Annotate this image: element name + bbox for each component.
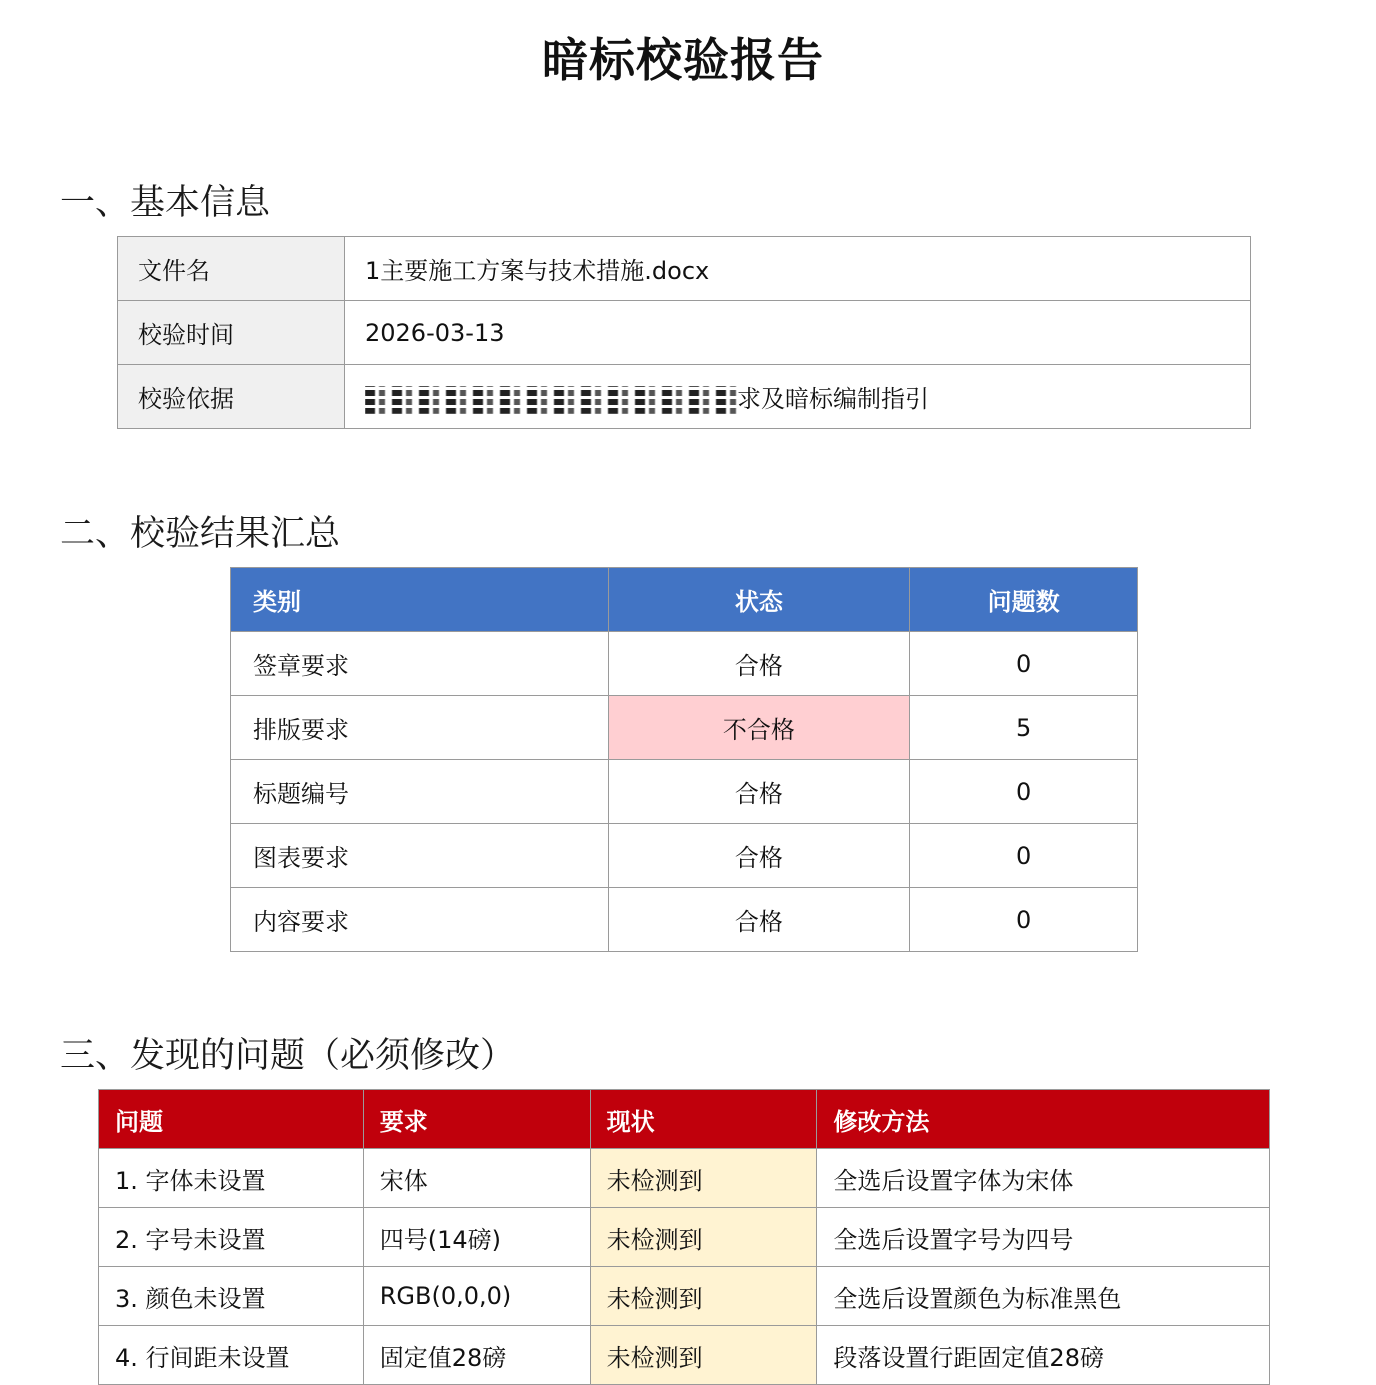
summary-header-row <box>231 568 1138 632</box>
issue-fix-method: 全选后设置颜色为标准黑色 <box>817 1267 1270 1326</box>
info-label: 校验依据 <box>118 365 345 429</box>
info-value: 1主要施工方案与技术措施.docx <box>345 237 1251 301</box>
table-row <box>231 696 1138 760</box>
table-row <box>231 760 1138 824</box>
summary-status: 合格 <box>608 632 910 696</box>
issue-fix-method: 全选后设置字号为四号 <box>817 1208 1270 1267</box>
issues-header-row <box>99 1090 1270 1149</box>
table-row <box>231 888 1138 952</box>
issue-requirement: 固定值28磅 <box>363 1326 590 1385</box>
summary-category: 内容要求 <box>231 888 609 952</box>
info-row-filename <box>118 237 1251 301</box>
table-row <box>99 1208 1270 1267</box>
issues-header-fix: 修改方法 <box>817 1090 1270 1149</box>
table-row <box>99 1326 1270 1385</box>
summary-header-count: 问题数 <box>910 568 1138 632</box>
section-heading-issues: 三、发现的问题（必须修改） <box>60 1036 516 1076</box>
issue-name: 2. 字号未设置 <box>99 1208 364 1267</box>
section-heading-summary: 二、校验结果汇总 <box>60 514 341 554</box>
issue-name: 4. 行间距未设置 <box>99 1326 364 1385</box>
summary-category: 标题编号 <box>231 760 609 824</box>
summary-count: 0 <box>910 760 1138 824</box>
summary-category: 图表要求 <box>231 824 609 888</box>
issue-current-status: 未检测到 <box>590 1149 817 1208</box>
issues-header-issue: 问题 <box>99 1090 364 1149</box>
issue-current-status: 未检测到 <box>590 1208 817 1267</box>
summary-category: 签章要求 <box>231 632 609 696</box>
summary-category: 排版要求 <box>231 696 609 760</box>
summary-count: 5 <box>910 696 1138 760</box>
issue-requirement: RGB(0,0,0) <box>363 1267 590 1326</box>
info-row-basis <box>118 365 1251 429</box>
summary-table <box>230 567 1138 952</box>
info-value-basis <box>345 365 1251 429</box>
info-label: 校验时间 <box>118 301 345 365</box>
summary-status: 合格 <box>608 888 910 952</box>
table-row <box>231 824 1138 888</box>
summary-count: 0 <box>910 632 1138 696</box>
issue-name: 1. 字体未设置 <box>99 1149 364 1208</box>
section-heading-basic-info: 一、基本信息 <box>60 183 271 223</box>
table-row <box>231 632 1138 696</box>
summary-count: 0 <box>910 824 1138 888</box>
summary-count: 0 <box>910 888 1138 952</box>
basic-info-table <box>117 236 1251 429</box>
summary-status-fail: 不合格 <box>608 696 910 760</box>
issue-current-status: 未检测到 <box>590 1267 817 1326</box>
summary-status: 合格 <box>608 760 910 824</box>
basis-visible-text: 求及暗标编制指引 <box>737 385 929 413</box>
issues-table <box>98 1089 1270 1385</box>
table-row <box>99 1149 1270 1208</box>
issue-requirement: 四号(14磅) <box>363 1208 590 1267</box>
info-label: 文件名 <box>118 237 345 301</box>
report-title: 暗标校验报告 <box>542 33 824 87</box>
redacted-text-block <box>365 386 737 414</box>
issue-requirement: 宋体 <box>363 1149 590 1208</box>
info-value: 2026-03-13 <box>345 301 1251 365</box>
summary-status: 合格 <box>608 824 910 888</box>
issue-name: 3. 颜色未设置 <box>99 1267 364 1326</box>
issue-fix-method: 段落设置行距固定值28磅 <box>817 1326 1270 1385</box>
issues-header-current: 现状 <box>590 1090 817 1149</box>
issues-header-requirement: 要求 <box>363 1090 590 1149</box>
issue-current-status: 未检测到 <box>590 1326 817 1385</box>
issue-fix-method: 全选后设置字体为宋体 <box>817 1149 1270 1208</box>
info-row-check-time <box>118 301 1251 365</box>
summary-header-status: 状态 <box>608 568 910 632</box>
table-row <box>99 1267 1270 1326</box>
summary-header-category: 类别 <box>231 568 609 632</box>
